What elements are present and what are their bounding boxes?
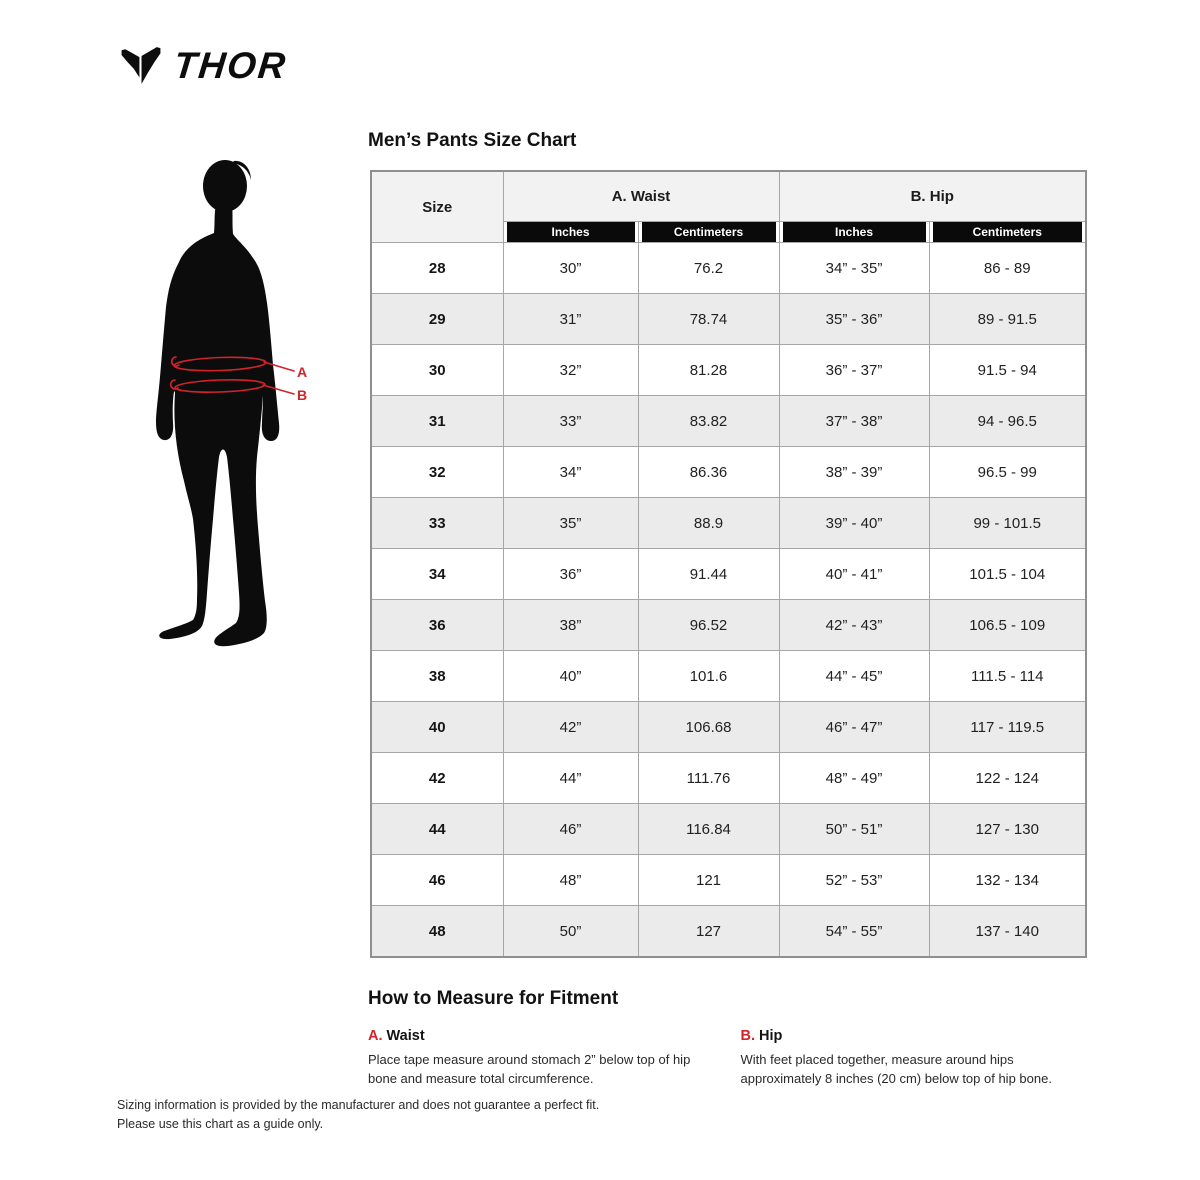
cell-waist-centimeters: 116.84 bbox=[638, 804, 779, 855]
cell-waist-centimeters: 83.82 bbox=[638, 396, 779, 447]
cell-hip-centimeters: 94 - 96.5 bbox=[929, 396, 1086, 447]
cell-size: 30 bbox=[371, 345, 503, 396]
cell-waist-inches: 31” bbox=[503, 294, 638, 345]
cell-hip-inches: 50” - 51” bbox=[779, 804, 929, 855]
cell-waist-centimeters: 127 bbox=[638, 906, 779, 958]
table-row bbox=[371, 855, 1086, 906]
cell-size: 44 bbox=[371, 804, 503, 855]
cell-waist-inches: 42” bbox=[503, 702, 638, 753]
cell-hip-centimeters: 86 - 89 bbox=[929, 243, 1086, 294]
cell-waist-centimeters: 81.28 bbox=[638, 345, 779, 396]
cell-hip-centimeters: 96.5 - 99 bbox=[929, 447, 1086, 498]
waist-label: A bbox=[297, 364, 308, 380]
waist-instruction bbox=[368, 1028, 716, 1089]
cell-size: 33 bbox=[371, 498, 503, 549]
cell-hip-inches: 35” - 36” bbox=[779, 294, 929, 345]
cell-hip-centimeters: 99 - 101.5 bbox=[929, 498, 1086, 549]
table-row bbox=[371, 600, 1086, 651]
cell-hip-inches: 38” - 39” bbox=[779, 447, 929, 498]
table-row bbox=[371, 447, 1086, 498]
cell-waist-inches: 46” bbox=[503, 804, 638, 855]
howto-heading: How to Measure for Fitment bbox=[368, 988, 619, 1009]
subheader-waist-centimeters: Centimeters bbox=[642, 222, 776, 242]
hip-letter: B. bbox=[740, 1028, 755, 1044]
cell-size: 31 bbox=[371, 396, 503, 447]
cell-waist-inches: 32” bbox=[503, 345, 638, 396]
cell-waist-centimeters: 76.2 bbox=[638, 243, 779, 294]
table-row bbox=[371, 498, 1086, 549]
cell-hip-centimeters: 127 - 130 bbox=[929, 804, 1086, 855]
table-row bbox=[371, 549, 1086, 600]
subheader-hip-centimeters: Centimeters bbox=[933, 222, 1083, 242]
cell-hip-inches: 42” - 43” bbox=[779, 600, 929, 651]
cell-size: 32 bbox=[371, 447, 503, 498]
cell-hip-centimeters: 132 - 134 bbox=[929, 855, 1086, 906]
table-row bbox=[371, 804, 1086, 855]
disclaimer-line-2: Please use this chart as a guide only. bbox=[117, 1116, 324, 1131]
thor-wordmark: THOR bbox=[171, 45, 290, 86]
size-table bbox=[370, 170, 1087, 958]
cell-waist-inches: 50” bbox=[503, 906, 638, 958]
cell-size: 46 bbox=[371, 855, 503, 906]
page-title: Men’s Pants Size Chart bbox=[368, 130, 577, 151]
cell-waist-inches: 35” bbox=[503, 498, 638, 549]
column-header-size: Size bbox=[371, 171, 503, 243]
subheader-hip-inches: Inches bbox=[783, 222, 926, 242]
hip-instruction bbox=[741, 1028, 1089, 1089]
table-row bbox=[371, 753, 1086, 804]
cell-size: 48 bbox=[371, 906, 503, 958]
disclaimer bbox=[117, 1096, 599, 1134]
cell-waist-inches: 34” bbox=[503, 447, 638, 498]
cell-hip-centimeters: 89 - 91.5 bbox=[929, 294, 1086, 345]
cell-waist-centimeters: 111.76 bbox=[638, 753, 779, 804]
cell-waist-inches: 36” bbox=[503, 549, 638, 600]
table-row bbox=[371, 651, 1086, 702]
cell-hip-inches: 52” - 53” bbox=[779, 855, 929, 906]
thor-logo bbox=[120, 42, 290, 90]
cell-size: 42 bbox=[371, 753, 503, 804]
cell-waist-centimeters: 86.36 bbox=[638, 447, 779, 498]
table-row bbox=[371, 294, 1086, 345]
column-header-waist: A. Waist bbox=[503, 171, 779, 222]
hip-name: Hip bbox=[759, 1028, 783, 1044]
cell-hip-inches: 36” - 37” bbox=[779, 345, 929, 396]
hip-instruction-text: With feet placed together, measure around hips approximately 8 inches (20 cm) below top of hip bone. bbox=[740, 1052, 1052, 1086]
cell-hip-inches: 39” - 40” bbox=[779, 498, 929, 549]
cell-hip-inches: 44” - 45” bbox=[779, 651, 929, 702]
cell-hip-inches: 48” - 49” bbox=[779, 753, 929, 804]
waist-letter: A. bbox=[368, 1028, 383, 1044]
thor-horns-icon bbox=[120, 42, 162, 90]
subheader-waist-inches: Inches bbox=[507, 222, 635, 242]
cell-waist-centimeters: 78.74 bbox=[638, 294, 779, 345]
cell-waist-centimeters: 96.52 bbox=[638, 600, 779, 651]
cell-waist-centimeters: 91.44 bbox=[638, 549, 779, 600]
cell-size: 29 bbox=[371, 294, 503, 345]
howto-section bbox=[368, 988, 1088, 1089]
cell-size: 34 bbox=[371, 549, 503, 600]
waist-instruction-text: Place tape measure around stomach 2” below top of hip bone and measure total circumference. bbox=[368, 1052, 691, 1086]
disclaimer-line-1: Sizing information is provided by the manufacturer and does not guarantee a perfect fit. bbox=[117, 1098, 600, 1112]
male-silhouette bbox=[156, 160, 279, 646]
cell-hip-inches: 46” - 47” bbox=[779, 702, 929, 753]
cell-hip-inches: 34” - 35” bbox=[779, 243, 929, 294]
cell-hip-inches: 40” - 41” bbox=[779, 549, 929, 600]
cell-waist-inches: 40” bbox=[503, 651, 638, 702]
cell-hip-centimeters: 106.5 - 109 bbox=[929, 600, 1086, 651]
cell-waist-inches: 38” bbox=[503, 600, 638, 651]
cell-hip-inches: 37” - 38” bbox=[779, 396, 929, 447]
cell-waist-centimeters: 88.9 bbox=[638, 498, 779, 549]
cell-hip-centimeters: 117 - 119.5 bbox=[929, 702, 1086, 753]
waist-name: Waist bbox=[386, 1028, 425, 1044]
cell-size: 38 bbox=[371, 651, 503, 702]
cell-hip-inches: 54” - 55” bbox=[779, 906, 929, 958]
cell-hip-centimeters: 122 - 124 bbox=[929, 753, 1086, 804]
cell-hip-centimeters: 137 - 140 bbox=[929, 906, 1086, 958]
cell-waist-centimeters: 101.6 bbox=[638, 651, 779, 702]
cell-waist-centimeters: 106.68 bbox=[638, 702, 779, 753]
column-header-hip: B. Hip bbox=[779, 171, 1086, 222]
table-row bbox=[371, 396, 1086, 447]
cell-waist-centimeters: 121 bbox=[638, 855, 779, 906]
cell-waist-inches: 48” bbox=[503, 855, 638, 906]
hip-label: B bbox=[297, 387, 308, 403]
measurement-figure bbox=[148, 155, 338, 655]
cell-waist-inches: 33” bbox=[503, 396, 638, 447]
cell-waist-inches: 44” bbox=[503, 753, 638, 804]
cell-size: 28 bbox=[371, 243, 503, 294]
table-row bbox=[371, 702, 1086, 753]
table-row bbox=[371, 345, 1086, 396]
table-row bbox=[371, 906, 1086, 958]
cell-size: 36 bbox=[371, 600, 503, 651]
cell-waist-inches: 30” bbox=[503, 243, 638, 294]
cell-hip-centimeters: 91.5 - 94 bbox=[929, 345, 1086, 396]
cell-hip-centimeters: 111.5 - 114 bbox=[929, 651, 1086, 702]
table-row bbox=[371, 243, 1086, 294]
cell-size: 40 bbox=[371, 702, 503, 753]
cell-hip-centimeters: 101.5 - 104 bbox=[929, 549, 1086, 600]
